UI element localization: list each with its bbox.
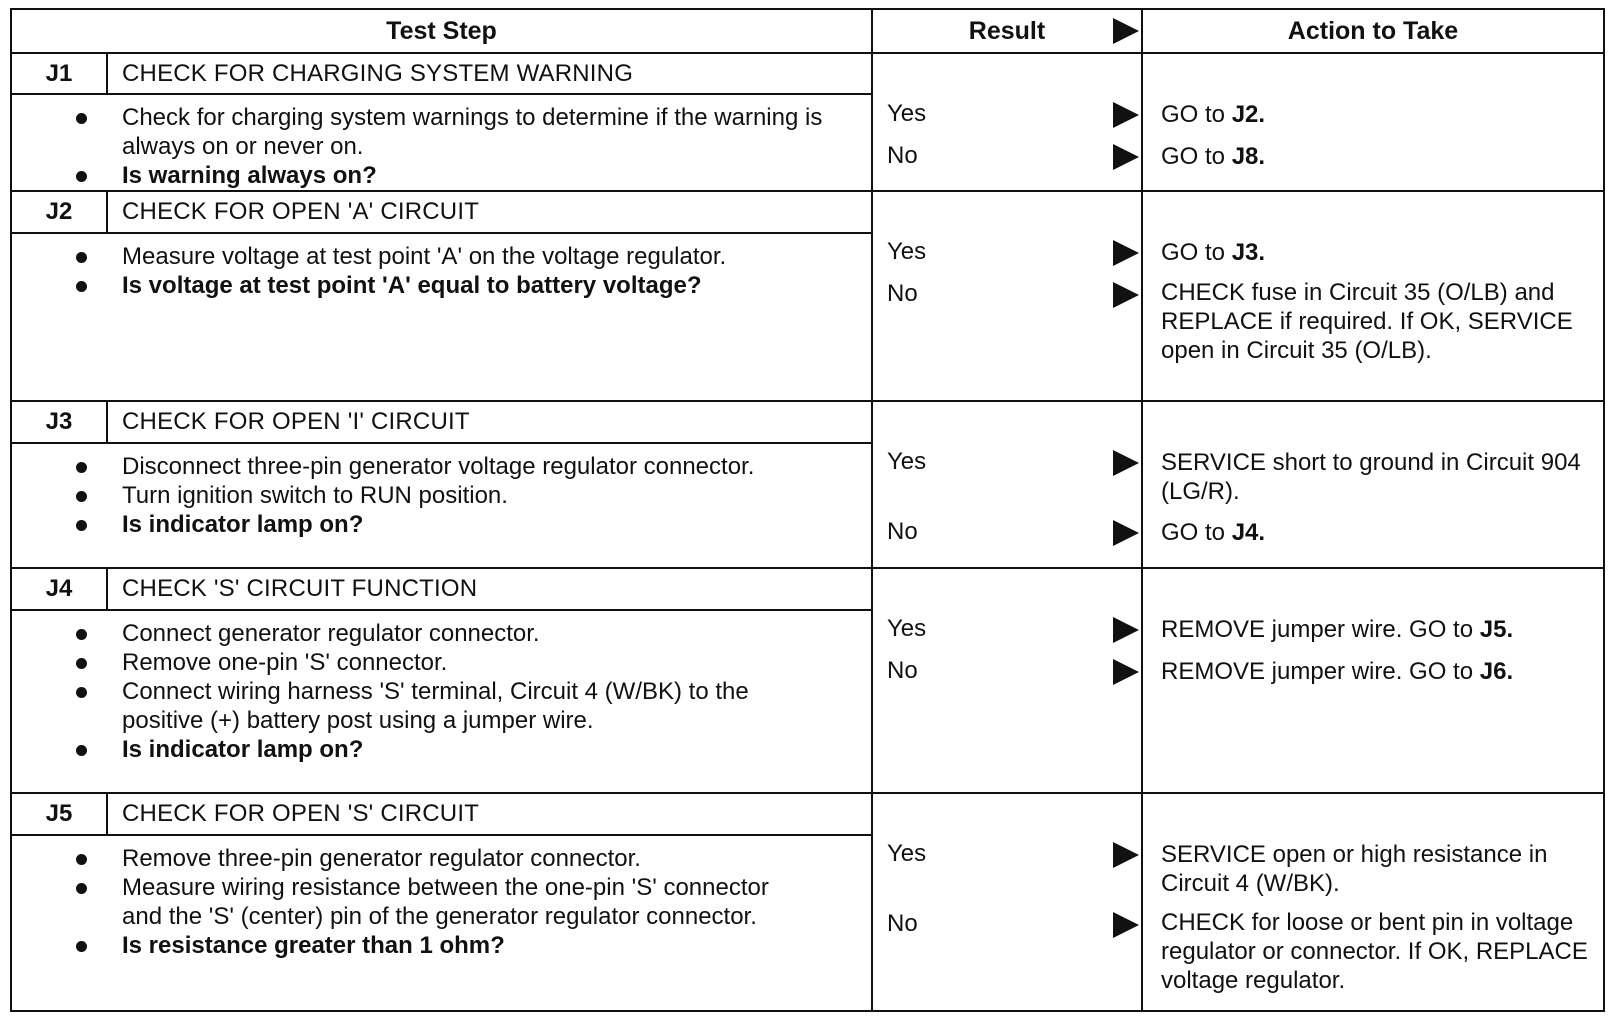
step-id: J1: [12, 54, 108, 93]
action-step-ref: J2.: [1231, 101, 1266, 128]
arrow-right-icon: [1113, 144, 1139, 170]
bullet-item: Check for charging system warnings to determine if the warning is always on or never on.: [122, 103, 831, 161]
step-id: J5: [12, 794, 108, 834]
result-label: Yes: [887, 615, 927, 642]
result-label: Yes: [887, 238, 927, 265]
action-text: [1161, 278, 1593, 365]
bullet-item: Measure voltage at test point 'A' on the voltage regulator.: [122, 242, 751, 271]
step-question: Is warning always on?: [122, 161, 831, 190]
step-action-cell: [1143, 192, 1603, 400]
step-question: Is indicator lamp on?: [122, 510, 831, 539]
action-text-body: SERVICE open or high resistance in Circuit 4 (W/BK).: [1161, 841, 1548, 897]
action-step-ref: J4.: [1231, 519, 1266, 546]
arrow-right-icon: [1113, 912, 1139, 938]
step-action-cell: [1143, 794, 1603, 1010]
step-head: [12, 794, 871, 836]
step-result-cell: [873, 192, 1143, 400]
action-text-body: GO to: [1161, 143, 1232, 170]
step-title: CHECK FOR OPEN 'I' CIRCUIT: [122, 408, 470, 435]
table-header: [12, 10, 1603, 54]
result-label: Yes: [887, 100, 927, 127]
step-head: [12, 402, 871, 444]
action-text: [1161, 657, 1593, 686]
step-j4: [12, 569, 1603, 794]
arrow-right-icon: [1113, 18, 1139, 44]
step-result-cell: [873, 54, 1143, 190]
action-text-body: GO to: [1161, 239, 1232, 266]
arrow-right-icon: [1113, 520, 1139, 546]
step-test-cell: [12, 402, 873, 567]
action-text: [1161, 142, 1593, 171]
result-label: No: [887, 142, 918, 169]
arrow-right-icon: [1113, 659, 1139, 685]
result-label: Yes: [887, 448, 927, 475]
diagnostic-table: [10, 8, 1605, 1012]
action-text: [1161, 615, 1593, 644]
step-test-cell: [12, 569, 873, 792]
header-test-step-label: Test Step: [386, 16, 497, 45]
step-bullets: [12, 836, 871, 960]
step-j2: [12, 192, 1603, 402]
action-text-body: GO to: [1161, 519, 1232, 546]
step-question: Is resistance greater than 1 ohm?: [122, 931, 811, 960]
arrow-right-icon: [1113, 842, 1139, 868]
action-text-body: REMOVE jumper wire. GO to: [1161, 616, 1480, 643]
step-result-cell: [873, 569, 1143, 792]
header-test-step: [12, 10, 873, 52]
action-step-ref: J5.: [1479, 616, 1514, 643]
step-test-cell: [12, 192, 873, 400]
step-j1: [12, 54, 1603, 192]
step-question: Is voltage at test point 'A' equal to battery voltage?: [122, 271, 751, 300]
action-text: [1161, 238, 1593, 267]
arrow-right-icon: [1113, 450, 1139, 476]
step-bullets: [12, 95, 871, 190]
result-label: No: [887, 657, 918, 684]
arrow-right-icon: [1113, 102, 1139, 128]
step-bullets: [12, 611, 871, 764]
arrow-right-icon: [1113, 282, 1139, 308]
action-text-body: CHECK fuse in Circuit 35 (O/LB) and REPLACE if required. If OK, SERVICE open in Circuit 35 (O/LB).: [1161, 279, 1573, 364]
bullet-item: Connect wiring harness 'S' terminal, Circuit 4 (W/BK) to the positive (+) battery post using a jumper wire.: [122, 677, 771, 735]
arrow-right-icon: [1113, 240, 1139, 266]
step-test-cell: [12, 794, 873, 1010]
bullet-item: Connect generator regulator connector.: [122, 619, 771, 648]
step-id: J3: [12, 402, 108, 442]
action-step-ref: J6.: [1479, 658, 1514, 685]
bullet-item: Remove one-pin 'S' connector.: [122, 648, 771, 677]
result-label: No: [887, 518, 918, 545]
bullet-item: Measure wiring resistance between the one-pin 'S' connector and the 'S' (center) pin of the generator regulator connector.: [122, 873, 811, 931]
action-text: [1161, 100, 1593, 129]
step-j5: [12, 794, 1603, 1010]
header-action-label: Action to Take: [1287, 16, 1459, 45]
header-action: [1143, 10, 1603, 52]
step-head: [12, 192, 871, 234]
arrow-right-icon: [1113, 617, 1139, 643]
result-label: Yes: [887, 840, 927, 867]
action-text: [1161, 908, 1593, 995]
action-text: [1161, 518, 1593, 547]
step-id: J4: [12, 569, 108, 609]
action-text-body: GO to: [1161, 101, 1232, 128]
step-test-cell: [12, 54, 873, 190]
step-title: CHECK FOR CHARGING SYSTEM WARNING: [122, 59, 634, 87]
header-result-label: Result: [968, 16, 1046, 45]
action-step-ref: J8.: [1231, 143, 1266, 170]
step-result-cell: [873, 794, 1143, 1010]
step-bullets: [12, 444, 871, 539]
step-head: [12, 54, 871, 95]
step-head: [12, 569, 871, 611]
step-action-cell: [1143, 569, 1603, 792]
step-id: J2: [12, 192, 108, 232]
bullet-item: Turn ignition switch to RUN position.: [122, 481, 831, 510]
action-text-body: SERVICE short to ground in Circuit 904 (LG/R).: [1161, 449, 1581, 505]
bullet-item: Disconnect three-pin generator voltage regulator connector.: [122, 452, 831, 481]
action-text-body: CHECK for loose or bent pin in voltage regulator or connector. If OK, REPLACE voltage regulator.: [1161, 909, 1588, 994]
step-j3: [12, 402, 1603, 569]
bullet-item: Remove three-pin generator regulator connector.: [122, 844, 811, 873]
step-action-cell: [1143, 402, 1603, 567]
step-bullets: [12, 234, 871, 300]
result-label: No: [887, 280, 918, 307]
step-result-cell: [873, 402, 1143, 567]
step-title: CHECK FOR OPEN 'S' CIRCUIT: [122, 800, 480, 827]
action-step-ref: J3.: [1231, 239, 1266, 266]
header-result: [873, 10, 1143, 52]
step-question: Is indicator lamp on?: [122, 735, 771, 764]
result-label: No: [887, 910, 918, 937]
action-text: [1161, 448, 1593, 506]
action-text: [1161, 840, 1593, 898]
action-text-body: REMOVE jumper wire. GO to: [1161, 658, 1480, 685]
step-title: CHECK 'S' CIRCUIT FUNCTION: [122, 575, 478, 602]
step-title: CHECK FOR OPEN 'A' CIRCUIT: [122, 198, 480, 225]
step-action-cell: [1143, 54, 1603, 190]
